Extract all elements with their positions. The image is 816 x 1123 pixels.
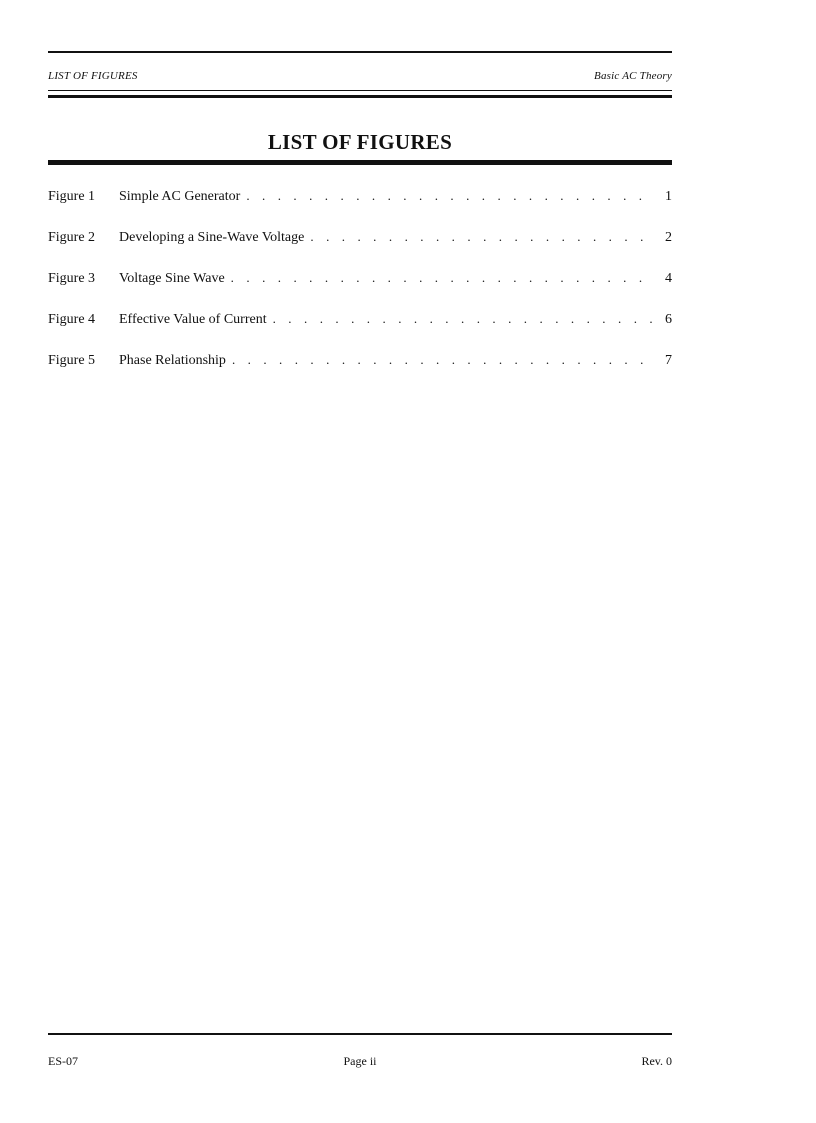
figure-number: Figure 3 xyxy=(48,271,96,286)
figure-list xyxy=(48,186,672,391)
dot-leader xyxy=(231,268,654,288)
figure-entry-4[interactable] xyxy=(48,309,672,350)
figure-number: Figure 2 xyxy=(48,230,96,245)
figure-entry-1[interactable] xyxy=(48,186,672,227)
figure-title: Phase Relationship xyxy=(119,353,226,368)
figure-entry-3[interactable] xyxy=(48,268,672,309)
dot-leader xyxy=(273,309,654,329)
figure-page-number: 1 xyxy=(665,189,672,204)
figure-title: Voltage Sine Wave xyxy=(119,271,225,286)
dot-leader xyxy=(232,350,654,370)
dot-leader xyxy=(310,227,654,247)
dot-leader xyxy=(246,186,654,206)
figure-entry-5[interactable] xyxy=(48,350,672,391)
figure-page-number: 7 xyxy=(665,353,672,368)
figure-page-number: 4 xyxy=(665,271,672,286)
figure-page-number: 2 xyxy=(665,230,672,245)
title-rule xyxy=(48,160,672,165)
figure-title: Simple AC Generator xyxy=(119,189,241,204)
figure-number: Figure 5 xyxy=(48,353,96,368)
figure-title: Effective Value of Current xyxy=(119,312,267,327)
running-header-left: LIST OF FIGURES xyxy=(48,70,138,82)
footer-rule xyxy=(48,1033,672,1035)
page-number: Page ii xyxy=(343,1054,377,1068)
figure-page-number: 6 xyxy=(665,312,672,327)
header-top-rule xyxy=(48,51,672,53)
figure-title: Developing a Sine-Wave Voltage xyxy=(119,230,305,245)
figure-number: Figure 1 xyxy=(48,189,96,204)
running-header-right: Basic AC Theory xyxy=(594,70,672,82)
page-title: LIST OF FIGURES xyxy=(267,130,453,154)
document-code: ES-07 xyxy=(48,1054,78,1068)
revision-label: Rev. 0 xyxy=(641,1054,672,1068)
figure-entry-2[interactable] xyxy=(48,227,672,268)
figure-number: Figure 4 xyxy=(48,312,96,327)
header-bottom-rule-thin xyxy=(48,90,672,91)
header-bottom-rule-thick xyxy=(48,95,672,98)
